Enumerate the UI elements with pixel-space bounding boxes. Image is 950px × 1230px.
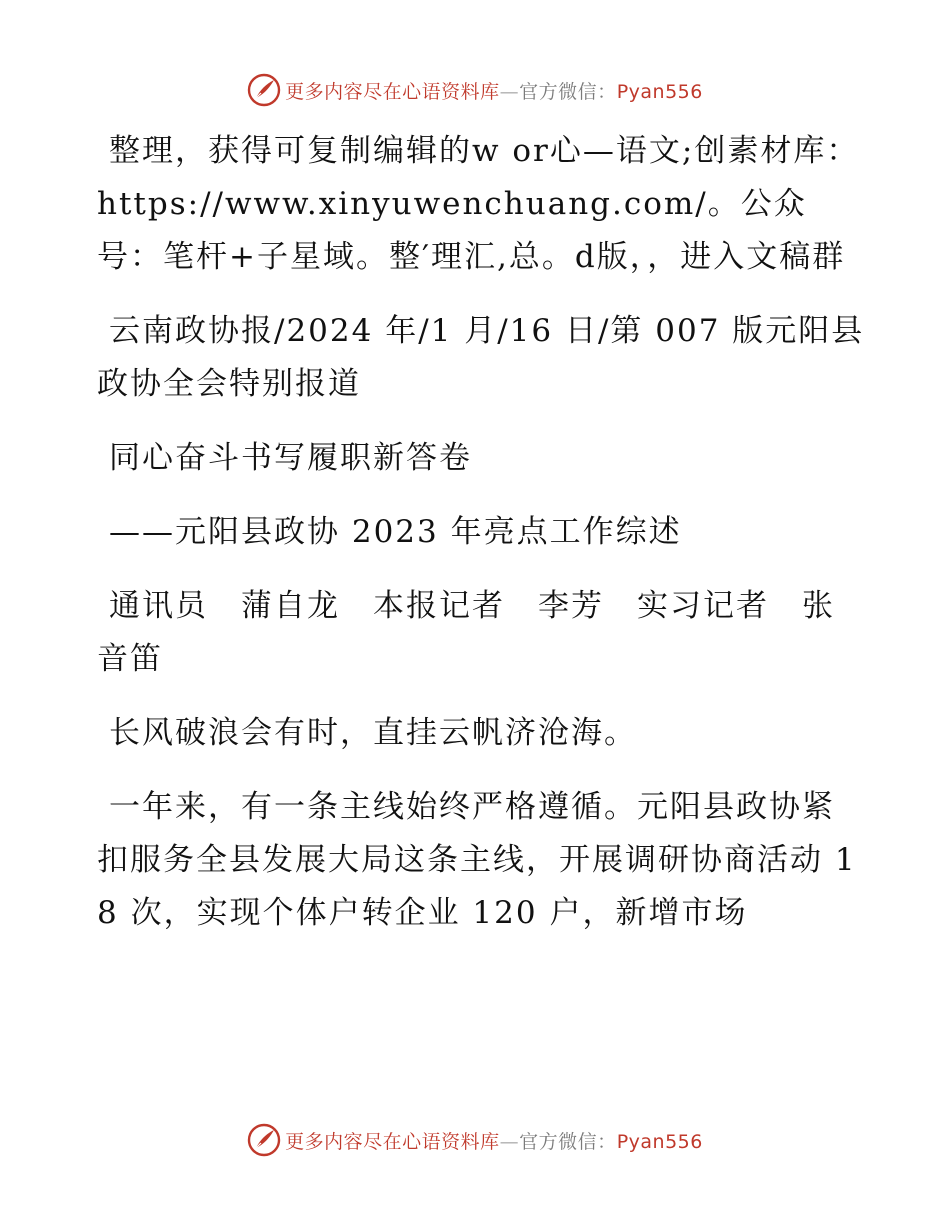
watermark-official-label: 官方微信： [519, 80, 617, 103]
watermark-slogan: 更多内容尽在心语资料库 [285, 1130, 500, 1153]
watermark-official-label: 官方微信： [519, 1130, 617, 1153]
watermark-wechat-id: Pyan556 [616, 1130, 703, 1153]
footer-watermark [0, 1120, 950, 1160]
watermark-text [285, 1127, 703, 1154]
quill-logo-icon [247, 1123, 281, 1157]
article-title: 同心奋斗书写履职新答卷 [109, 440, 472, 476]
paragraph-source-line: 云南政协报/2024 年/1 月/16 日/第 007 版元阳县政协全会特别报道 [97, 313, 865, 402]
paragraph-opening-quote: 长风破浪会有时，直挂云帆济沧海。 [109, 715, 637, 751]
watermark-slogan: 更多内容尽在心语资料库 [285, 80, 500, 103]
watermark-text [285, 77, 703, 104]
quill-logo-icon [247, 73, 281, 107]
header-watermark [0, 70, 950, 110]
watermark-group [247, 1123, 703, 1157]
watermark-group [247, 73, 703, 107]
article-subtitle: ——元阳县政协 2023 年亮点工作综述 [109, 514, 682, 550]
paragraph-body: 一年来，有一条主线始终严格遵循。元阳县政协紧扣服务全县发展大局这条主线，开展调研协商活动 18 次，实现个体户转企业 120 户，新增市场 [97, 789, 857, 931]
watermark-wechat-id: Pyan556 [616, 80, 703, 103]
article-byline: 通讯员 蒲自龙 本报记者 李芳 实习记者 张音笛 [97, 588, 835, 677]
document-body [97, 125, 867, 961]
watermark-separator: — [499, 80, 520, 103]
paragraph-intro-notice: 整理，获得可复制编辑的w or心—语文;创素材库：https://www.xinyuwenchuang.com/。公众号：笔杆+子星域。整′理汇,总。d版，，进入文稿群 [97, 133, 860, 275]
watermark-separator: — [499, 1130, 520, 1153]
